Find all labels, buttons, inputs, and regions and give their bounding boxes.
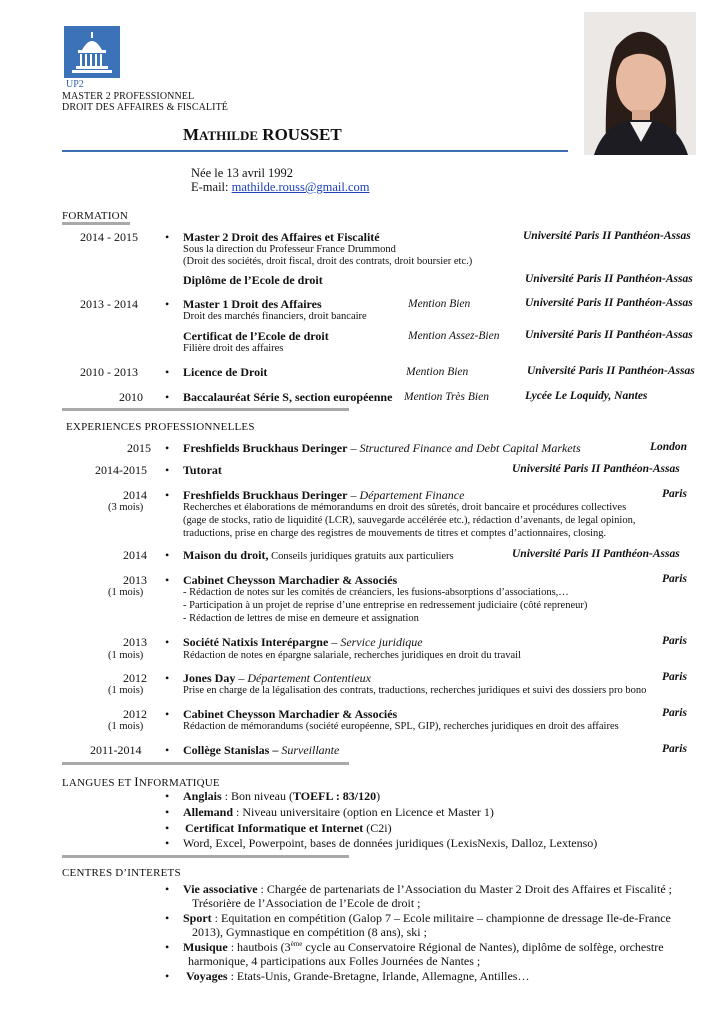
formation-title: Diplôme de l’Ecole de droit bbox=[183, 273, 323, 287]
formation-title: Baccalauréat Série S, section européenne bbox=[183, 390, 393, 404]
formation-mention: Mention Assez-Bien bbox=[408, 330, 500, 342]
formation-school: Lycée Le Loquidy, Nantes bbox=[525, 390, 648, 402]
experience-place: Paris bbox=[662, 671, 687, 683]
bullet: • bbox=[165, 390, 170, 404]
formation-mention: Mention Bien bbox=[406, 366, 469, 378]
interest-associative-cont: Trésorière de l’Association de l’Ecole de droit ; bbox=[192, 896, 421, 910]
section-divider bbox=[62, 855, 349, 858]
experience-title: Freshfields Bruckhaus Deringer – Département Finance bbox=[183, 488, 465, 502]
experience-year: 2013 bbox=[123, 573, 147, 587]
formation-year: 2013 - 2014 bbox=[80, 297, 138, 311]
bullet: • bbox=[165, 789, 170, 803]
formation-title: Licence de Droit bbox=[183, 365, 268, 379]
interest-travel: Voyages : Etats-Unis, Grande-Bretagne, Irlande, Allemagne, Antilles… bbox=[186, 969, 530, 983]
bullet: • bbox=[165, 548, 170, 562]
experience-place: London bbox=[650, 441, 688, 453]
bullet: • bbox=[165, 940, 170, 954]
experience-detail: - Participation à un projet de reprise d’une entreprise en redressement judiciaire (côté repreneur) bbox=[183, 600, 588, 611]
experience-detail: traductions, prise en charge des registres de mouvements de titres et comptes d’actionnaires, closing. bbox=[183, 528, 607, 539]
experience-detail: - Rédaction de notes sur les comités de créanciers, les fusions-absorptions d’associations,… bbox=[183, 587, 569, 598]
experience-year: 2014-2015 bbox=[95, 463, 147, 477]
formation-year: 2010 - 2013 bbox=[80, 365, 138, 379]
section-title-formation: FORMATION bbox=[62, 210, 128, 222]
experience-year: 2012 bbox=[123, 707, 147, 721]
experience-place: Paris bbox=[662, 743, 687, 755]
program-line-2: DROIT DES AFFAIRES & FISCALITÉ bbox=[62, 102, 228, 113]
experience-place: Université Paris II Panthéon-Assas bbox=[512, 463, 680, 475]
program-line-1: MASTER 2 PROFESSIONNEL bbox=[62, 91, 195, 102]
bullet: • bbox=[165, 743, 170, 757]
experience-detail: - Rédaction de lettres de mise en demeure et assignation bbox=[183, 613, 419, 624]
experience-title: Freshfields Bruckhaus Deringer – Structured Finance and Debt Capital Markets bbox=[183, 441, 581, 455]
experience-place: Paris bbox=[662, 635, 687, 647]
section-divider bbox=[62, 762, 349, 765]
bullet: • bbox=[165, 821, 170, 835]
section-title-experiences: EXPERIENCES PROFESSIONNELLES bbox=[66, 421, 255, 433]
section-divider bbox=[62, 408, 349, 411]
bullet: • bbox=[165, 230, 170, 244]
it-certificate: Certificat Informatique et Internet (C2i) bbox=[185, 821, 392, 835]
bullet: • bbox=[165, 911, 170, 925]
formation-detail: (Droit des sociétés, droit fiscal, droit des contrats, droit boursier etc.) bbox=[183, 256, 473, 267]
bullet: • bbox=[165, 671, 170, 685]
bullet: • bbox=[165, 573, 170, 587]
bullet: • bbox=[165, 707, 170, 721]
formation-school: Université Paris II Panthéon-Assas bbox=[523, 230, 691, 242]
experience-title: Collège Stanislas – Surveillante bbox=[183, 743, 340, 757]
bullet: • bbox=[165, 488, 170, 502]
experience-year: 2014 bbox=[123, 548, 147, 562]
interest-music-cont: harmonique, 4 participations aux Folles Journées de Nantes ; bbox=[188, 954, 481, 968]
formation-title: Master 2 Droit des Affaires et Fiscalité bbox=[183, 230, 380, 244]
language-german: Allemand : Niveau universitaire (option en Licence et Master 1) bbox=[183, 805, 494, 819]
interest-sport-cont: 2013), Gymnastique en compétition (8 ans), ski ; bbox=[192, 925, 427, 939]
experience-title: Cabinet Cheysson Marchadier & Associés bbox=[183, 573, 398, 587]
experience-place: Paris bbox=[662, 707, 687, 719]
section-title-interets: CENTRES D’INTERETS bbox=[62, 867, 181, 879]
experience-duration: (3 mois) bbox=[108, 502, 144, 513]
experience-year: 2011-2014 bbox=[90, 743, 142, 757]
formation-school: Université Paris II Panthéon-Assas bbox=[525, 297, 693, 309]
experience-title: Jones Day – Département Contentieux bbox=[183, 671, 371, 685]
email-line: E-mail: mathilde.rouss@gmail.com bbox=[191, 180, 370, 194]
formation-detail: Droit des marchés financiers, droit bancaire bbox=[183, 311, 367, 322]
experience-place: Université Paris II Panthéon-Assas bbox=[512, 548, 680, 560]
experience-duration: (1 mois) bbox=[108, 721, 144, 732]
interest-music: Musique : hautbois (3ème cycle au Conservatoire Régional de Nantes), diplôme de solfège, orchestre bbox=[183, 940, 664, 954]
university-logo bbox=[64, 26, 120, 78]
formation-school: Université Paris II Panthéon-Assas bbox=[527, 365, 695, 377]
pantheon-icon bbox=[64, 26, 120, 78]
interest-associative: Vie associative : Chargée de partenariats de l’Association du Master 2 Droit des Affaires et Fiscalité ; bbox=[183, 882, 672, 896]
experience-title: Maison du droit, Conseils juridiques gratuits aux particuliers bbox=[183, 548, 454, 562]
experience-title: Cabinet Cheysson Marchadier & Associés bbox=[183, 707, 398, 721]
bullet: • bbox=[165, 463, 170, 477]
experience-place: Paris bbox=[662, 573, 687, 585]
experience-title: Tutorat bbox=[183, 463, 222, 477]
logo-text: UP2 bbox=[66, 79, 84, 90]
experience-detail: Rédaction de notes en épargne salariale, recherches juridiques en droit du travail bbox=[183, 650, 522, 661]
experience-year: 2014 bbox=[123, 488, 147, 502]
experience-detail: (gage de stocks, ratio de liquidité (LCR), sauvegarde accélérée etc.), rédaction d’avenants, de legal opinion, bbox=[183, 515, 636, 526]
experience-title: Société Natixis Interépargne – Service juridique bbox=[183, 635, 423, 649]
section-divider bbox=[62, 222, 130, 225]
formation-year: 2010 bbox=[119, 390, 143, 404]
experience-duration: (1 mois) bbox=[108, 587, 144, 598]
experience-duration: (1 mois) bbox=[108, 650, 144, 661]
candidate-name: MATHILDE ROUSSET bbox=[183, 125, 342, 144]
bullet: • bbox=[165, 365, 170, 379]
profile-photo bbox=[584, 12, 696, 155]
birth-date: Née le 13 avril 1992 bbox=[191, 166, 294, 180]
experience-detail: Rédaction de mémorandums (société européenne, SPL, GIP), recherches juridiques en droit des affaires bbox=[183, 721, 619, 732]
experience-place: Paris bbox=[662, 488, 687, 500]
formation-detail: Sous la direction du Professeur France Drummond bbox=[183, 244, 396, 255]
bullet: • bbox=[165, 297, 170, 311]
interest-sport: Sport : Equitation en compétition (Galop 7 – Ecole militaire – championne de dressage Ile-de-France bbox=[183, 911, 671, 925]
experience-year: 2013 bbox=[123, 635, 147, 649]
email-link[interactable]: mathilde.rouss@gmail.com bbox=[231, 180, 370, 194]
language-english: Anglais : Bon niveau (TOEFL : 83/120) bbox=[183, 789, 381, 803]
bullet: • bbox=[165, 441, 170, 455]
formation-title: Certificat de l’Ecole de droit bbox=[183, 329, 329, 343]
formation-mention: Mention Très Bien bbox=[404, 391, 489, 403]
experience-detail: Recherches et élaborations de mémorandums en droit des sûretés, droit bancaire et procédures collectives bbox=[183, 502, 627, 513]
formation-mention: Mention Bien bbox=[408, 298, 471, 310]
section-title-langues: LANGUES ET INFORMATIQUE bbox=[62, 774, 220, 789]
experience-duration: (1 mois) bbox=[108, 685, 144, 696]
bullet: • bbox=[165, 882, 170, 896]
bullet: • bbox=[165, 805, 170, 819]
experience-year: 2015 bbox=[127, 441, 151, 455]
formation-year: 2014 - 2015 bbox=[80, 230, 138, 244]
bullet: • bbox=[165, 969, 170, 983]
formation-school: Université Paris II Panthéon-Assas bbox=[525, 273, 693, 285]
bullet: • bbox=[165, 836, 170, 850]
formation-title: Master 1 Droit des Affaires bbox=[183, 297, 322, 311]
header-divider bbox=[62, 150, 568, 152]
software-skills: Word, Excel, Powerpoint, bases de données juridiques (LexisNexis, Dalloz, Lextenso) bbox=[183, 836, 598, 850]
experience-year: 2012 bbox=[123, 671, 147, 685]
bullet: • bbox=[165, 635, 170, 649]
formation-detail: Filière droit des affaires bbox=[183, 343, 284, 354]
formation-school: Université Paris II Panthéon-Assas bbox=[525, 329, 693, 341]
experience-detail: Prise en charge de la légalisation des contrats, traductions, recherches juridiques et suivi des dossiers pro bono bbox=[183, 685, 647, 696]
